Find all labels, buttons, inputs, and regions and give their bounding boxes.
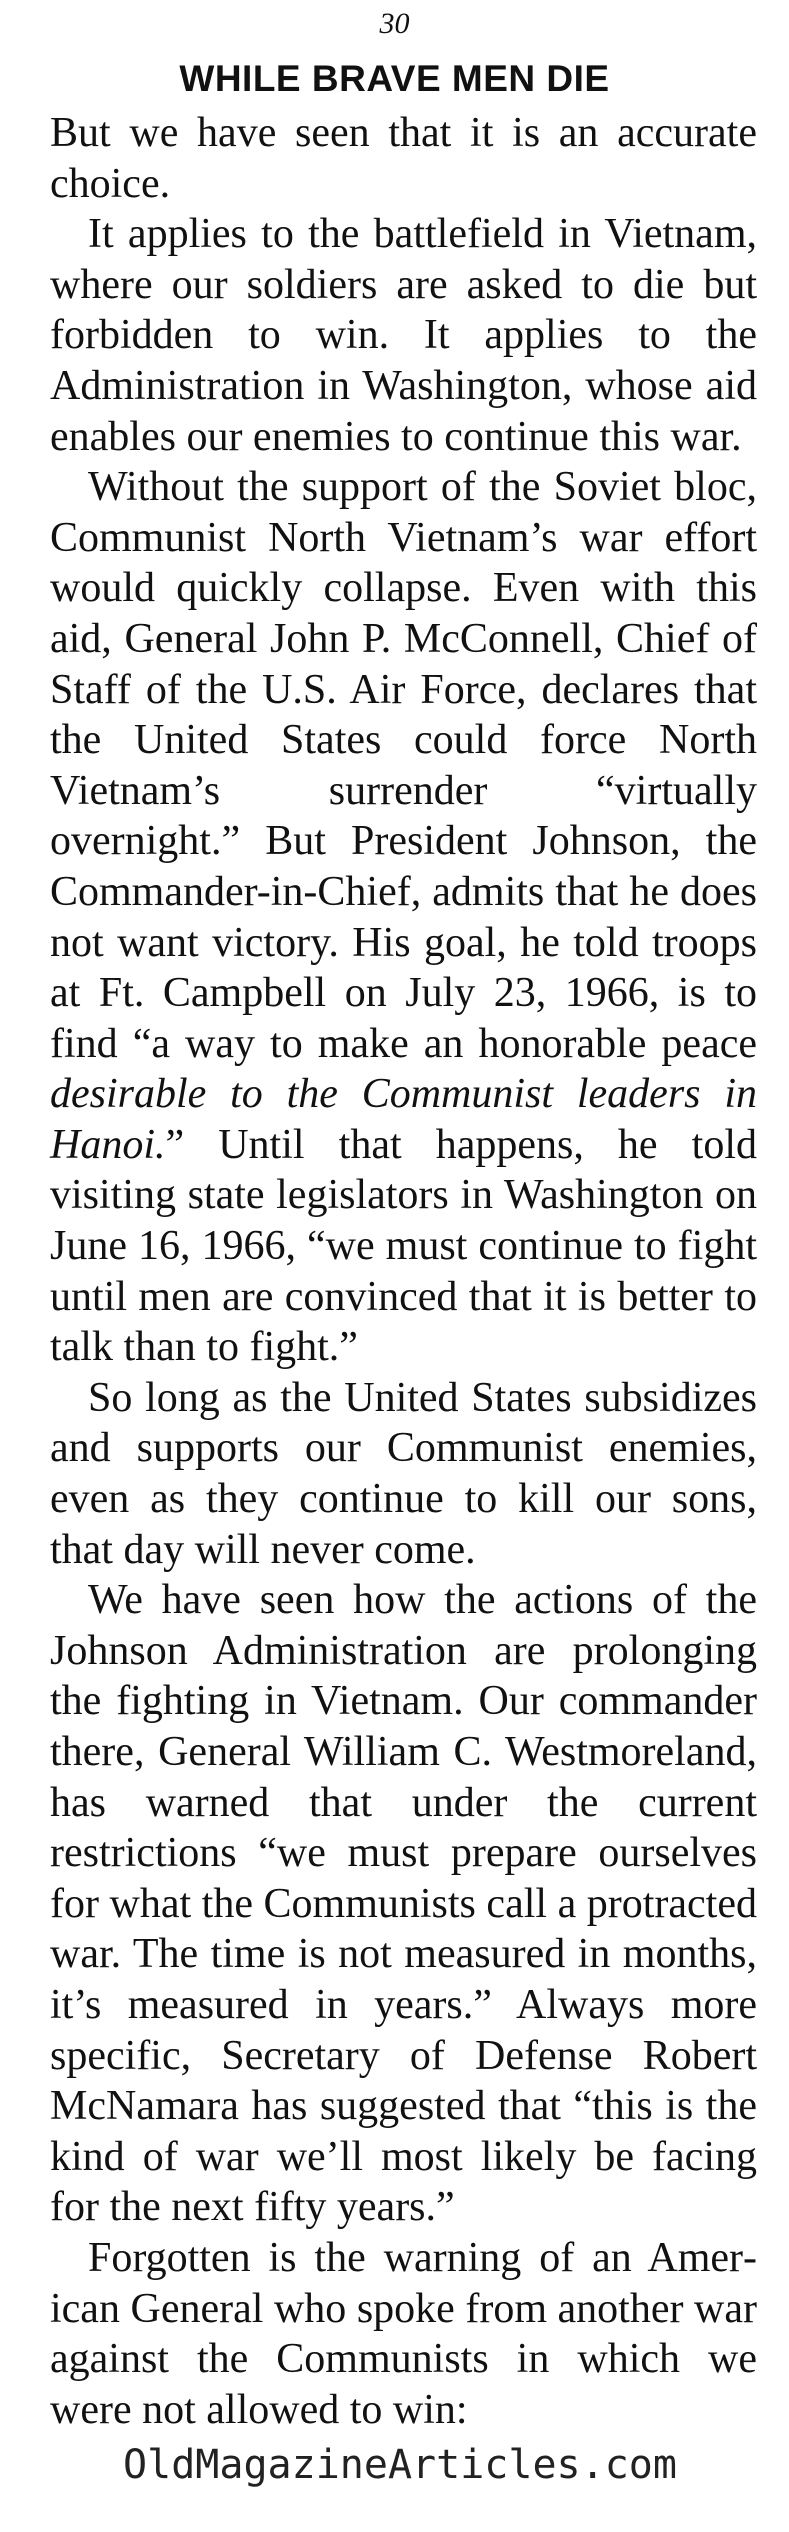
site-watermark: OldMagazineArticles.com bbox=[123, 2442, 677, 2488]
paragraph-text: We have seen how the actions of the Johnson Administration are prolonging the fighting in Vietnam. Our commander there, General William C. Westmoreland, has warned that under the current restrictions “we must prepare ourselves for what the Communists call a protracted war. The time is not measured in months, it’s measured in years.” Always more specific, Secretary of Defense Robert McNamara has suggested that “this is the kind of war we’ll most likely be facing for the next fifty years.” bbox=[50, 1577, 757, 2231]
article-paragraph bbox=[50, 108, 757, 209]
article-paragraph bbox=[50, 209, 757, 462]
paragraph-text: Without the support of the Soviet bloc, Communist North Vietnam’s war effort would quickly collapse. Even with this aid, General John P. McConnell, Chief of Staff of the U.S. Air Force, declares that the United States could force North Vietnam’s surrender “virtually overnight.” But President Johnson, the Commander-in-Chief, admits that he does not want victory. His goal, he told troops at Ft. Campbell on July 23, 1966, is to find “a way to make an honorable peace bbox=[50, 464, 757, 1067]
article-paragraph bbox=[50, 2233, 757, 2435]
running-head: WHILE BRAVE MEN DIE bbox=[179, 58, 610, 99]
paragraph-text: But we have seen that it is an accurate choice. bbox=[50, 110, 757, 207]
article-paragraph bbox=[50, 462, 757, 1373]
page-number: 30 bbox=[379, 7, 410, 40]
article-paragraph bbox=[50, 1575, 757, 2233]
paragraph-text: ” Until that happens, he told visiting state legislators in Washington on June 16, 1966, “we must continue to fight until men are convinced that it is better to talk than to fight.” bbox=[50, 1121, 757, 1371]
paragraph-text: Forgotten is the warning of an American General who spoke from another war against the Communists in which we were not allowed to win: bbox=[50, 2234, 757, 2433]
paragraph-text: It applies to the battlefield in Vietnam, where our soldiers are asked to die but forbidden to win. It applies to the Administration in Washington, whose aid enables our enemies to continue this war. bbox=[50, 211, 757, 460]
article-body bbox=[50, 108, 757, 2435]
article-paragraph bbox=[50, 1373, 757, 1575]
paragraph-text: So long as the United States subsidizes and supports our Communist enemies, even as they continue to kill our sons, that day will never come. bbox=[50, 1374, 757, 1573]
italic-quote: desirable to the Communist leaders in Hanoi. bbox=[50, 1071, 757, 1168]
